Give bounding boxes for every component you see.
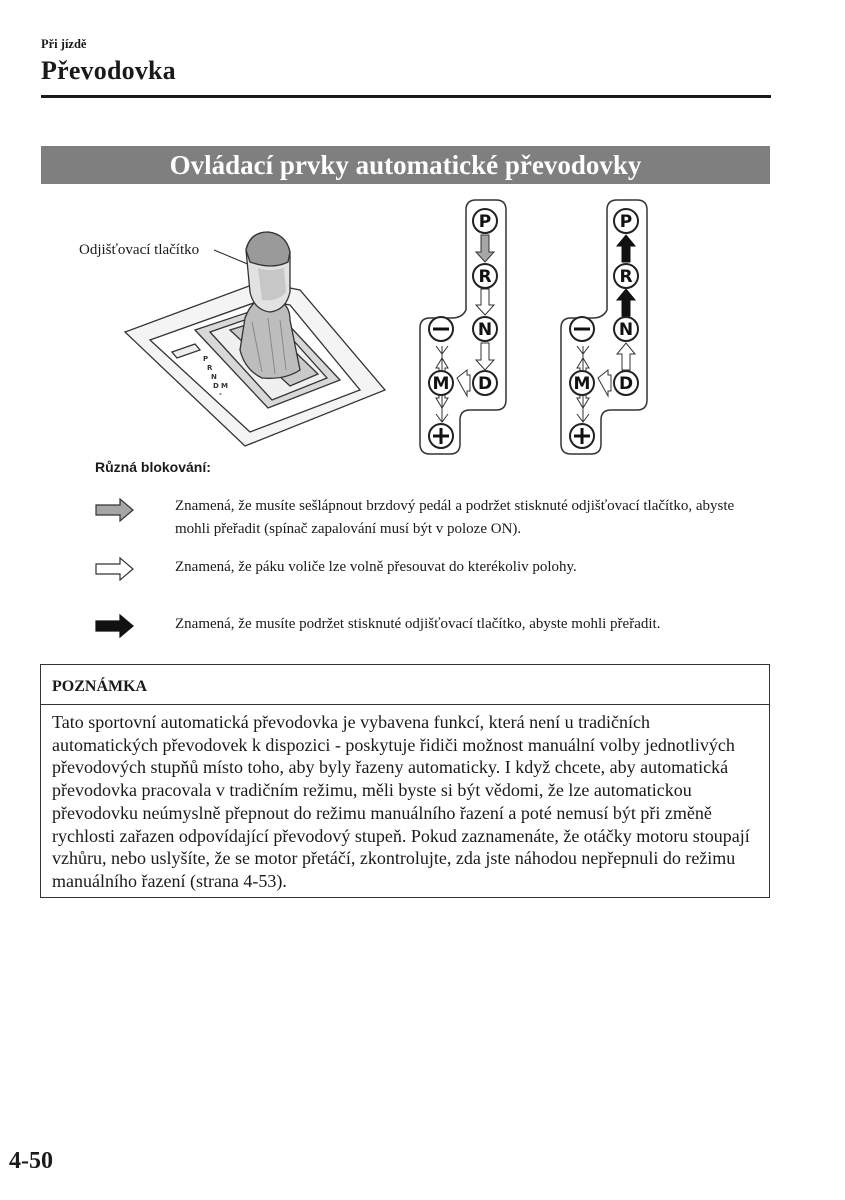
- gate2-letter-m: M: [573, 374, 591, 394]
- lock-types-title: Různá blokování:: [95, 459, 211, 475]
- note-box: [40, 664, 770, 898]
- chapter-label: Při jízdě: [41, 37, 87, 51]
- gate1-letter-d: D: [477, 374, 493, 394]
- legend-item-white: [95, 556, 755, 582]
- gate2-letter-d: D: [618, 374, 634, 394]
- legend-text-gray: Znamená, že musíte sešlápnout brzdový pedál a podržet stisknuté odjišťovací tlačítko, abyste mohli přeřadit (spínač zapalování musí být v poloze ON).: [175, 498, 735, 537]
- legend-item-black: [95, 613, 755, 639]
- note-title: POZNÁMKA: [41, 665, 769, 705]
- gate1-letter-n: N: [477, 320, 493, 340]
- gray-arrow-icon: [95, 498, 135, 522]
- gate2-letter-p: P: [619, 212, 633, 232]
- legend-text-white: Znamená, že páku voliče lze volně přesouvat do kterékoliv polohy.: [175, 559, 577, 575]
- release-label-leader: [214, 250, 250, 265]
- page-number: 4-50: [9, 1148, 53, 1174]
- console-letter-p: P: [203, 355, 209, 363]
- console-letter-d: D: [213, 382, 219, 390]
- gate1-letter-p: P: [478, 212, 492, 232]
- gate2-letter-r: R: [619, 267, 633, 287]
- release-button-label: Odjišťovací tlačítko: [79, 242, 200, 258]
- shift-figure: [0, 0, 845, 460]
- gate1-letter-m: M: [432, 374, 450, 394]
- gate2-letter-n: N: [618, 320, 634, 340]
- legend-item-gray: [95, 495, 755, 543]
- shift-console-illustration: [125, 232, 385, 446]
- white-arrow-icon: [95, 557, 135, 581]
- gate1-letter-r: R: [478, 267, 492, 287]
- console-letter-minus: -: [219, 390, 222, 398]
- console-letter-m: M: [221, 382, 228, 390]
- shift-gate-diagram-button: [561, 200, 647, 454]
- console-letter-n: N: [211, 373, 217, 381]
- legend-text-black: Znamená, že musíte podržet stisknuté odjišťovací tlačítko, abyste mohli přeřadit.: [175, 616, 661, 632]
- shift-gate-diagram-brake: [420, 200, 506, 454]
- console-letter-r: R: [207, 364, 213, 372]
- section-title: Převodovka: [41, 56, 176, 85]
- note-text: Tato sportovní automatická převodovka je vybavena funkcí, která není u tradičních automatických převodovek k dispozici - poskytuje řidiči možnost manuální volby jednotlivých převodových stupňů místo toho, aby byly řazeny automaticky. I když chcete, aby automatická převodovka pracovala v tradičním režimu, měli byste si být vědomi, že lze automatickou převodovku neúmyslně přepnout do režimu manuálního řazení a poté nemusí být při změně rychlosti zařazen odpovídající převodový stupeň. Pokud zaznamenáte, že otáčky motoru stoupají vzhůru, nebo uslyšíte, že se motor přetáčí, zkontrolujte, zda jste náhodou nepřepnuli do režimu manuálního řazení (strana 4-53).: [52, 712, 750, 891]
- black-arrow-icon: [95, 614, 135, 638]
- section-banner: Ovládací prvky automatické převodovky: [41, 146, 770, 184]
